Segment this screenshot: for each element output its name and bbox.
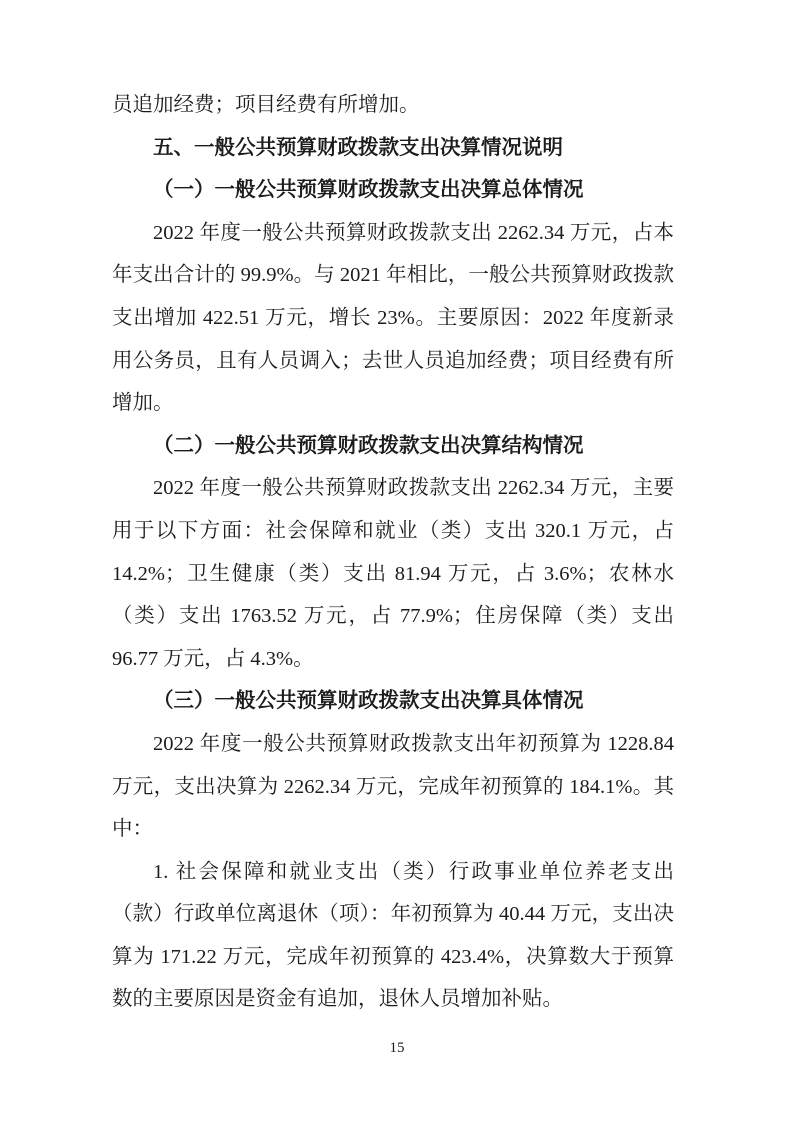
body-paragraph: 2022 年度一般公共预算财政拨款支出 2262.34 万元，主要用于以下方面：社会保障和就业（类）支出 320.1 万元，占 14.2%；卫生健康（类）支出 81.94 万元，占 3.6%；农林水（类）支出 1763.52 万元，占 77.9%；住房保障（类）支出 96.77 万元，占 4.3%。 [112, 477, 674, 670]
body-paragraph: 员追加经费；项目经费有所增加。 [112, 94, 420, 116]
body-paragraph: 2022 年度一般公共预算财政拨款支出年初预算为 1228.84 万元，支出决算为 2262.34 万元，完成年初预算的 184.1%。其中： [112, 732, 674, 841]
body-paragraph: 2022 年度一般公共预算财政拨款支出 2262.34 万元，占本年支出合计的 99.9%。与 2021 年相比，一般公共预算财政拨款支出增加 422.51 万元，增长 23%。主要原因：2022 年度新录用公务员，且有人员调入；去世人员追加经费；项目经费有所增加。 [112, 221, 674, 415]
subsection-heading: （一）一般公共预算财政拨款支出决算总体情况 [153, 179, 584, 202]
page-number: 15 [389, 1040, 405, 1056]
subsection-heading: （二）一般公共预算财政拨款支出决算结构情况 [153, 434, 584, 457]
document-body [112, 84, 674, 1021]
subsection-heading: （三）一般公共预算财政拨款支出决算具体情况 [153, 690, 584, 713]
body-paragraph: 1. 社会保障和就业支出（类）行政事业单位养老支出（款）行政单位离退休（项）：年初预算为 40.44 万元，支出决算为 171.22 万元，完成年初预算的 423.4%，决算数大于预算数的主要原因是资金有追加，退休人员增加补贴。 [112, 860, 674, 1011]
section-heading: 五、一般公共预算财政拨款支出决算情况说明 [153, 135, 563, 159]
